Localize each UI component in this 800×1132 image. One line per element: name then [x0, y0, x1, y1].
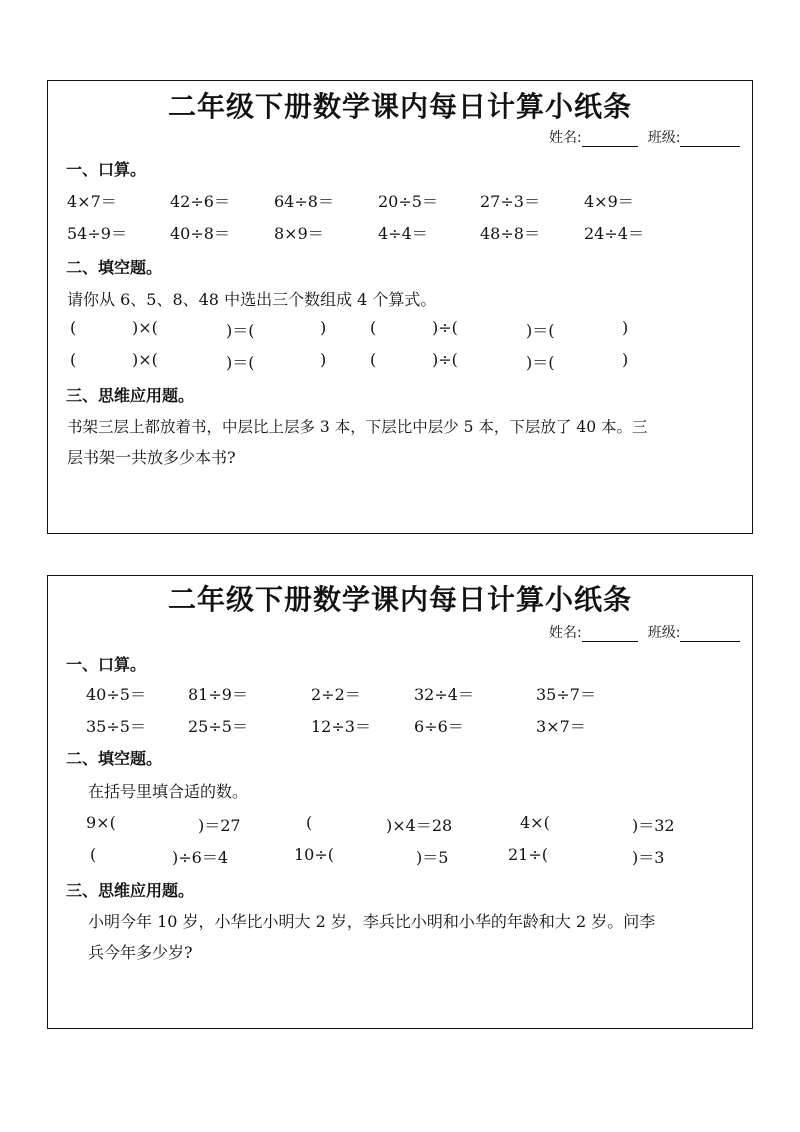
name-label: 姓名: — [549, 130, 582, 146]
fill-item: )＝32 — [632, 816, 675, 835]
oral-calc-item: 4×7＝ — [67, 192, 117, 211]
section-heading-word-problem: 三、思维应用题。 — [66, 386, 195, 405]
blank-paren: ) — [320, 350, 327, 369]
class-label: 班级: — [647, 130, 681, 146]
blank-paren: )×( — [132, 318, 158, 337]
name-blank[interactable] — [582, 132, 638, 147]
fill-item: 21÷( — [508, 845, 549, 864]
word-problem-line: 层书架一共放多少本书? — [67, 448, 236, 467]
section-heading-oral-calc: 一、口算。 — [66, 655, 147, 674]
oral-calc-item: 32÷4＝ — [414, 685, 474, 704]
name-blank[interactable] — [582, 627, 638, 642]
oral-calc-item: 8×9＝ — [274, 224, 324, 243]
class-blank[interactable] — [680, 132, 740, 147]
blank-paren: ) — [320, 318, 327, 337]
blank-paren: ) — [622, 350, 629, 369]
oral-calc-item: 12÷3＝ — [311, 717, 371, 736]
blank-paren: )÷( — [432, 350, 458, 369]
section-heading-word-problem: 三、思维应用题。 — [66, 881, 195, 900]
section-heading-fill-blank: 二、填空题。 — [66, 749, 163, 768]
blank-paren: ( — [370, 318, 377, 337]
fill-item: )×4＝28 — [386, 816, 453, 835]
section-heading-oral-calc: 一、口算。 — [66, 160, 147, 179]
oral-calc-item: 3×7＝ — [536, 717, 586, 736]
class-blank[interactable] — [680, 627, 740, 642]
class-label: 班级: — [647, 625, 681, 641]
oral-calc-item: 4×9＝ — [584, 192, 634, 211]
word-problem-line: 兵今年多少岁? — [88, 943, 193, 962]
oral-calc-item: 40÷5＝ — [86, 685, 146, 704]
blank-paren: ( — [70, 350, 77, 369]
blank-paren: )×( — [132, 350, 158, 369]
fill-item: ( — [306, 813, 313, 832]
oral-calc-item: 81÷9＝ — [188, 685, 248, 704]
oral-calc-item: 27÷3＝ — [480, 192, 540, 211]
page-title: 二年级下册数学课内每日计算小纸条 — [167, 583, 632, 616]
oral-calc-item: 35÷7＝ — [536, 685, 596, 704]
fill-item: 10÷( — [294, 845, 335, 864]
name-class-bar — [549, 127, 740, 147]
fill-item: 9×( — [86, 813, 116, 832]
oral-calc-item: 4÷4＝ — [378, 224, 428, 243]
fill-item: )＝5 — [416, 848, 449, 867]
blank-paren: )＝( — [226, 353, 255, 372]
worksheet-card-1 — [47, 80, 753, 534]
oral-calc-item: 24÷4＝ — [584, 224, 644, 243]
page-title: 二年级下册数学课内每日计算小纸条 — [167, 90, 632, 123]
oral-calc-item: 20÷5＝ — [378, 192, 438, 211]
oral-calc-item: 42÷6＝ — [170, 192, 230, 211]
oral-calc-item: 35÷5＝ — [86, 717, 146, 736]
fill-blank-instruction: 在括号里填合适的数。 — [88, 782, 249, 801]
fill-item: )＝27 — [198, 816, 241, 835]
fill-blank-instruction: 请你从 6、5、8、48 中选出三个数组成 4 个算式。 — [67, 290, 437, 309]
blank-paren: )＝( — [526, 321, 555, 340]
word-problem-line: 书架三层上都放着书，中层比上层多 3 本，下层比中层少 5 本，下层放了 40 本。三 — [67, 418, 648, 436]
blank-paren: ( — [370, 350, 377, 369]
blank-paren: )＝( — [526, 353, 555, 372]
fill-item: ( — [90, 845, 97, 864]
oral-calc-item: 64÷8＝ — [274, 192, 334, 211]
blank-paren: )÷( — [432, 318, 458, 337]
word-problem-line: 小明今年 10 岁，小华比小明大 2 岁，李兵比小明和小华的年龄和大 2 岁。问李 — [88, 912, 656, 931]
fill-item: 4×( — [520, 813, 550, 832]
fill-item: )＝3 — [632, 848, 665, 867]
blank-paren: ) — [622, 318, 629, 337]
name-class-bar — [549, 622, 740, 642]
oral-calc-item: 6÷6＝ — [414, 717, 464, 736]
name-label: 姓名: — [549, 625, 582, 641]
blank-paren: )＝( — [226, 321, 255, 340]
oral-calc-item: 54÷9＝ — [67, 224, 127, 243]
oral-calc-item: 25÷5＝ — [188, 717, 248, 736]
oral-calc-item: 40÷8＝ — [170, 224, 230, 243]
oral-calc-item: 48÷8＝ — [480, 224, 540, 243]
worksheet-card-2 — [47, 575, 753, 1029]
blank-paren: ( — [70, 318, 77, 337]
section-heading-fill-blank: 二、填空题。 — [66, 258, 163, 277]
oral-calc-item: 2÷2＝ — [311, 685, 361, 704]
fill-item: )÷6＝4 — [172, 848, 229, 867]
